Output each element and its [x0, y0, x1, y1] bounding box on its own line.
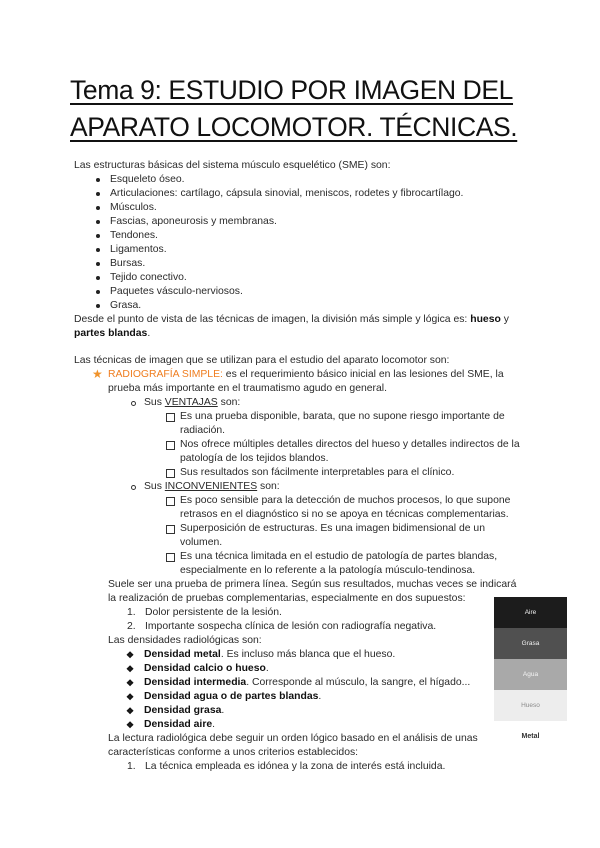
checkbox-item-text: Superposición de estructuras. Es una imagen bidimensional de un volumen.	[180, 523, 485, 548]
densidades-intro: Las densidades radiológicas son:	[108, 635, 262, 646]
density-name: Densidad intermedia	[144, 677, 247, 688]
item-text: Dolor persistente de la lesión.	[145, 607, 282, 618]
checkbox-item	[74, 438, 526, 466]
density-note: . Es incluso más blanca que el hueso.	[220, 649, 396, 660]
list-item: Fascias, aponeurosis y membranas.	[110, 215, 524, 229]
checkbox-item	[74, 522, 526, 550]
list-item: Grasa.	[110, 299, 524, 313]
intro-paragraph: Las estructuras básicas del sistema músculo esquelético (SME) son:	[74, 160, 391, 171]
density-swatch	[494, 628, 567, 659]
density-swatch	[494, 690, 567, 721]
numbered-item	[74, 620, 524, 634]
checkbox-item	[74, 550, 526, 578]
density-item	[74, 718, 524, 732]
density-note: .	[212, 719, 216, 730]
density-swatch	[494, 597, 567, 628]
radiografia-desc: es el requerimiento básico inicial en las lesiones del SME, la prueba más importante en el traumatismo agudo en general.	[108, 369, 504, 394]
checkbox-icon	[166, 497, 175, 506]
density-name: Densidad metal	[144, 649, 221, 660]
density-note: . Corresponde al músculo, la sangre, el hígado...	[246, 677, 471, 688]
density-scale-figure	[494, 597, 567, 752]
inconvenientes-list	[74, 494, 524, 578]
structures-list	[74, 173, 524, 313]
item-number: 1.	[127, 607, 136, 618]
list-item: Paquetes vásculo-nerviosos.	[110, 285, 524, 299]
item-number: 2.	[127, 621, 136, 632]
checkbox-item-text: Sus resultados son fácilmente interpretables para el clínico.	[180, 467, 455, 478]
checkbox-item	[74, 466, 526, 480]
densidades-list	[74, 648, 524, 732]
density-swatch-label: Aire	[524, 608, 537, 616]
density-swatch-label: Grasa	[521, 639, 540, 647]
density-name: Densidad grasa	[144, 705, 222, 716]
diamond-bullet-icon: ❖	[126, 706, 135, 716]
density-item	[74, 690, 524, 704]
division-partes: partes blandas	[74, 328, 148, 339]
density-swatch-label: Metal	[521, 732, 540, 740]
techniques-intro: Las técnicas de imagen que se utilizan para el estudio del aparato locomotor son:	[74, 355, 450, 366]
checkbox-item	[74, 494, 526, 522]
circle-bullet-icon	[131, 401, 136, 406]
list-item: Tendones.	[110, 229, 524, 243]
density-swatch	[494, 721, 567, 752]
inconvenientes-label: INCONVENIENTES	[164, 481, 258, 492]
density-swatch-label: Hueso	[521, 701, 540, 709]
diamond-bullet-icon: ❖	[126, 678, 135, 688]
density-name: Densidad aire	[144, 719, 213, 730]
numbered-item	[74, 606, 524, 620]
ventajas-list	[74, 410, 524, 480]
diamond-bullet-icon: ❖	[126, 664, 135, 674]
item-text: Importante sospecha clínica de lesión con radiografía negativa.	[145, 621, 437, 632]
checkbox-item-text: Es poco sensible para la detección de muchos procesos, lo que supone retrasos en el diagnóstico si no se apoya en técnicas complementarias.	[180, 495, 511, 520]
division-y: y	[500, 314, 509, 325]
density-item	[74, 648, 524, 662]
list-item: Bursas.	[110, 257, 524, 271]
checkbox-icon	[166, 469, 175, 478]
list-item: Esqueleto óseo.	[110, 173, 524, 187]
checkbox-icon	[166, 441, 175, 450]
density-swatch	[494, 659, 567, 690]
primera-linea-paragraph: Suele ser una prueba de primera línea. Según sus resultados, muchas veces se indicará la realización de pruebas complementarias, especialmente en dos supuestos:	[108, 579, 517, 604]
density-note: .	[221, 705, 225, 716]
checkbox-icon	[166, 553, 175, 562]
division-end: .	[147, 328, 151, 339]
diamond-bullet-icon: ❖	[126, 720, 135, 730]
ventajas-label: VENTAJAS	[164, 397, 218, 408]
density-item	[74, 704, 524, 718]
circle-bullet-icon	[131, 485, 136, 490]
division-text: Desde el punto de vista de las técnicas de imagen, la división más simple y lógica es:	[74, 314, 471, 325]
radiografia-item	[74, 368, 524, 396]
checkbox-item	[74, 410, 526, 438]
division-paragraph	[74, 313, 524, 341]
list-item: Músculos.	[110, 201, 524, 215]
checkbox-item-text: Nos ofrece múltiples detalles directos del hueso y detalles indirectos de la patología de los tejidos blandos.	[180, 439, 520, 464]
density-swatch-label: Agua	[522, 670, 539, 678]
item-text: La técnica empleada es idónea y la zona de interés está incluida.	[145, 761, 446, 772]
star-icon: ★	[92, 367, 103, 381]
density-note: .	[318, 691, 322, 702]
division-hueso: hueso	[470, 314, 501, 325]
checkbox-icon	[166, 525, 175, 534]
criterios-list	[74, 760, 524, 774]
density-item	[74, 662, 524, 676]
checkbox-icon	[166, 413, 175, 422]
inconvenientes-heading: Sus INCONVENIENTES son:	[74, 480, 524, 494]
list-item: Ligamentos.	[110, 243, 524, 257]
list-item: Articulaciones: cartílago, cápsula sinovial, meniscos, rodetes y fibrocartílago.	[110, 187, 524, 201]
ventajas-heading: Sus VENTAJAS son:	[74, 396, 524, 410]
diamond-bullet-icon: ❖	[126, 650, 135, 660]
density-note: .	[265, 663, 269, 674]
checkbox-item-text: Es una prueba disponible, barata, que no supone riesgo importante de radiación.	[180, 411, 505, 436]
list-item: Tejido conectivo.	[110, 271, 524, 285]
density-name: Densidad calcio o hueso	[144, 663, 266, 674]
density-name: Densidad agua o de partes blandas	[144, 691, 319, 702]
numbered-item	[74, 760, 524, 774]
checkbox-item-text: Es una técnica limitada en el estudio de patología de partes blandas, especialmente en lo referente a la patología músculo-tendinosa.	[180, 551, 498, 576]
lectura-paragraph: La lectura radiológica debe seguir un orden lógico basado en el análisis de unas características conforme a unos criterios establecidos:	[108, 733, 478, 758]
radiografia-name: RADIOGRAFÍA SIMPLE:	[108, 369, 223, 380]
density-item	[74, 676, 524, 690]
item-number: 1.	[127, 761, 136, 772]
supuestos-list	[74, 606, 524, 634]
page-title: Tema 9: ESTUDIO POR IMAGEN DEL APARATO LOCOMOTOR. TÉCNICAS.	[70, 75, 518, 142]
document-body	[74, 159, 524, 774]
diamond-bullet-icon: ❖	[126, 692, 135, 702]
